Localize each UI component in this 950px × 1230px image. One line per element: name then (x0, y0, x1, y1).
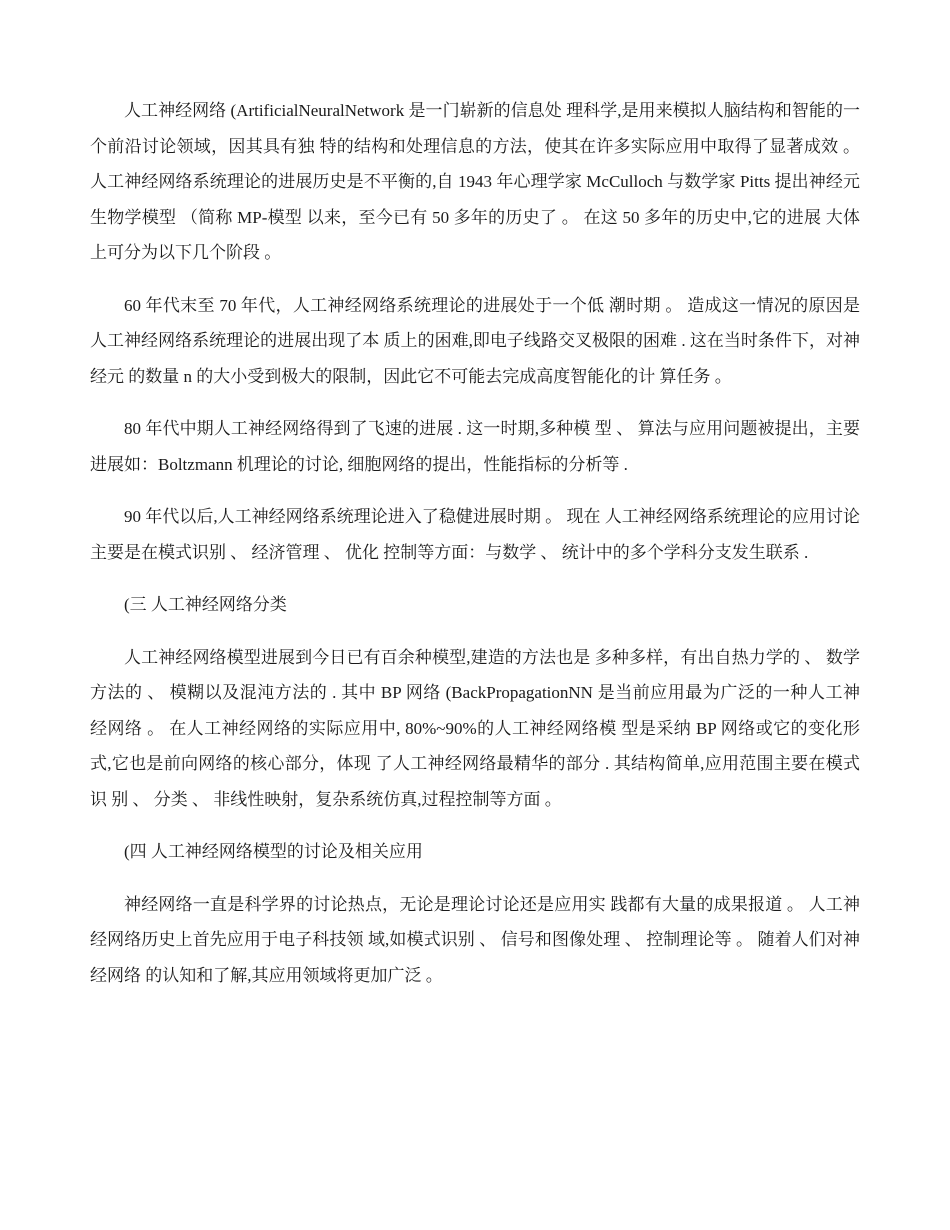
section-heading-applications: (四 人工神经网络模型的讨论及相关应用 (124, 842, 423, 861)
section-heading-classification: (三 人工神经网络分类 (124, 595, 287, 614)
paragraph-applications: 神经网络一直是科学界的讨论热点，无论是理论讨论还是应用实 践都有大量的成果报道 。 人工神经网络历史上首先应用于电子科技领 域,如模式识别 、 信号和图像处理 、 控制理论等 。 随着人们对神经网络 的认知和了解,其应用领域将更加广泛 。 (90, 894, 860, 985)
paragraph-1980s: 80 年代中期人工神经网络得到了飞速的进展 . 这一时期,多种模 型 、 算法与应用问题被提出，主要进展如：Boltzmann 机理论的讨论, 细胞网络的提出，性能指标的分析等 . (90, 419, 860, 474)
paragraph-history-intro: 人工神经网络 (ArtificialNeuralNetwork 是一门崭新的信息处 理科学,是用来模拟人脑结构和智能的一个前沿讨论领域，因其具有独 特的结构和处理信息的方法，使其在许多实际应用中取得了显著成效 。 人工神经网络系统理论的进展历史是不平衡的,自 1943 年心理学家 McCulloch 与数学家 Pitts 提出神经元生物学模型 （简称 MP-模型 以来，至今已有 50 多年的历史了 。 在这 50 多年的历史中,它的进展 大体上可分为以下几个阶段 。 (90, 101, 860, 262)
paragraph-classification: 人工神经网络模型进展到今日已有百余种模型,建造的方法也是 多种多样，有出自热力学的 、 数学方法的 、 模糊以及混沌方法的 . 其中 BP 网络 (BackPropagationNN 是当前应用最为广泛的一种人工神 经网络 。 在人工神经网络的实际应用中, 80%~90%的人工神经网络模 型是采纳 BP 网络或它的变化形式,它也是前向网络的核心部分，体现 了人工神经网络最精华的部分 . 其结构简单,应用范围主要在模式识 别 、 分类 、 非线性映射，复杂系统仿真,过程控制等方面 。 (90, 647, 860, 809)
paragraph-1960s-70s: 60 年代末至 70 年代，人工神经网络系统理论的进展处于一个低 潮时期 。 造成这一情况的原因是人工神经网络系统理论的进展出现了本 质上的困难,即电子线路交叉极限的困难 . 这在当时条件下，对神经元 的数量 n 的大小受到极大的限制，因此它不可能去完成高度智能化的计 算任务 。 (90, 295, 860, 386)
paragraph-1990s: 90 年代以后,人工神经网络系统理论进入了稳健进展时期 。 现在 人工神经网络系统理论的应用讨论主要是在模式识别 、 经济管理 、 优化 控制等方面：与数学 、 统计中的多个学科分支发生联系 . (90, 507, 860, 562)
